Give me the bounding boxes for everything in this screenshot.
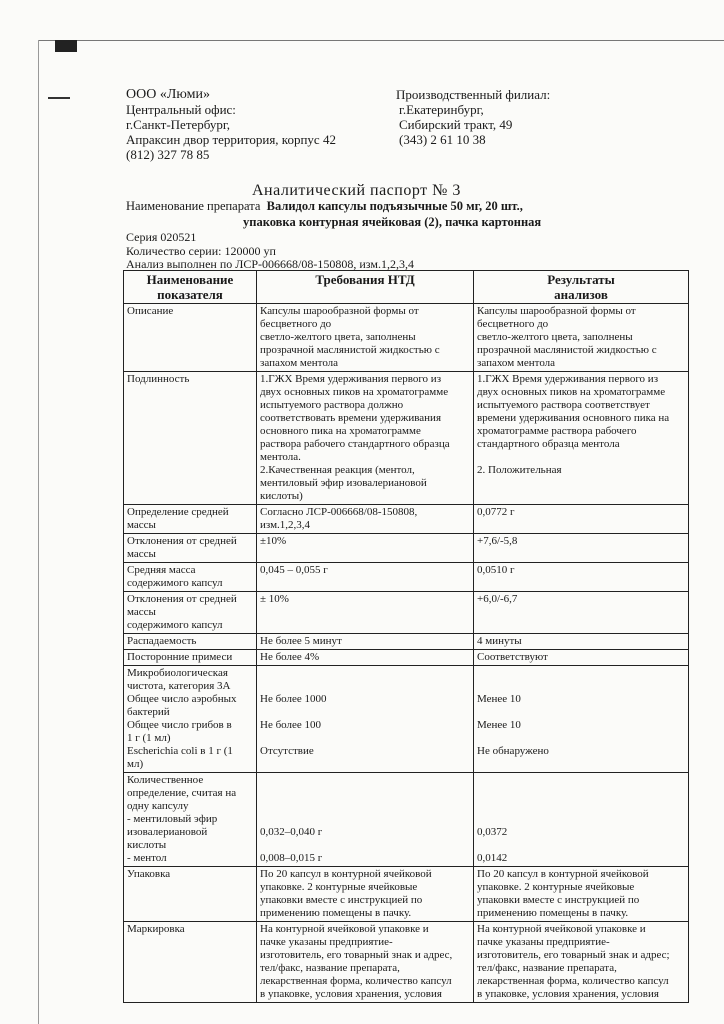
office-label: Центральный офис: (126, 102, 236, 117)
assay-requirements (257, 773, 474, 867)
table-row (124, 372, 689, 505)
company-header (126, 87, 336, 162)
table-row (124, 534, 689, 563)
row-result: 0,0772 г (474, 505, 689, 534)
micro-names (124, 666, 257, 773)
row-name: Описание (124, 304, 257, 372)
micro-fungi-name: Общее число грибов в 1 г (1 мл) (127, 719, 232, 744)
assay-ester-req: 0,032–0,040 г (260, 826, 323, 838)
assay-menthol-req: 0,008–0,015 г (260, 852, 323, 864)
row-requirement: Не более 4% (257, 650, 474, 666)
row-name: Распадаемость (124, 634, 257, 650)
row-result: +7,6/-5,8 (474, 534, 689, 563)
row-requirement: 0,045 – 0,055 г (257, 563, 474, 592)
table-row (124, 505, 689, 534)
office-city: г.Санкт-Петербург, (126, 117, 231, 132)
table-header-row (124, 271, 689, 304)
row-result: 4 минуты (474, 634, 689, 650)
row-requirement: 1.ГЖХ Время удерживания первого из двух основных пиков на хроматограмме испытуемого раствора должно соответствовать времени удерживания основного пика на хроматограмме раствора рабочего стандартного образца ментола. 2.Качественная реакция (ментол, ментиловый эфир изовалериановой кислоты) (257, 372, 474, 505)
header-results: Результаты анализов (474, 271, 689, 304)
row-name: Посторонние примеси (124, 650, 257, 666)
micro-heading: Микробиологическая чистота, категория 3А (127, 667, 231, 692)
row-result: Капсулы шарообразной формы от бесцветного до светло-желтого цвета, заполнены прозрачной маслянистой жидкостью с запахом ментола (474, 304, 689, 372)
packaging-row (124, 867, 689, 922)
drug-name: Валидол капсулы подъязычные 50 мг, 20 шт., (266, 199, 523, 213)
micro-requirements (257, 666, 474, 773)
table-row (124, 563, 689, 592)
table-row (124, 592, 689, 634)
header-requirements: Требования НТД (257, 271, 474, 304)
assay-row (124, 773, 689, 867)
office-address: Апраксин двор территория, корпус 42 (126, 132, 336, 147)
company-name: ООО «Люми» (126, 87, 210, 102)
scan-dash (48, 97, 70, 99)
assay-results (474, 773, 689, 867)
packaging-name: Упаковка (124, 867, 257, 922)
row-result: Соответствуют (474, 650, 689, 666)
row-name: Подлинность (124, 372, 257, 505)
batch-quantity: Количество серии: 120000 уп (126, 244, 276, 258)
analysis-table (123, 270, 689, 1003)
row-name: Отклонения от средней массы содержимого капсул (124, 592, 257, 634)
micro-aerobic-name: Общее число аэробных бактерий (127, 693, 237, 718)
document-title: Аналитический паспорт № 3 (252, 182, 461, 199)
office-phone: (812) 327 78 85 (126, 147, 210, 162)
micro-fungi-res: Менее 10 (477, 719, 521, 731)
branch-phone: (343) 2 61 10 38 (399, 132, 486, 147)
table-row (124, 650, 689, 666)
row-result: +6,0/-6,7 (474, 592, 689, 634)
labeling-res: На контурной ячейковой упаковке и пачке указаны предприятие- изготовитель, его товарный знак и адрес; тел/факс, название препарата, лекарственная форма, количество капсул в упаковке, условия хранения, условия (474, 922, 689, 1003)
micro-results (474, 666, 689, 773)
assay-ester-name: - ментиловый эфир изовалериановой кислоты (127, 813, 218, 851)
micro-ecoli-res: Не обнаружено (477, 745, 549, 757)
scan-edge-left (38, 40, 39, 1024)
scan-blot (55, 40, 77, 52)
row-requirement: Не более 5 минут (257, 634, 474, 650)
assay-heading: Количественное определение, считая на одну капсулу (127, 774, 237, 812)
branch-city: г.Екатеринбург, (399, 102, 484, 117)
micro-ecoli-name: Escherichia coli в 1 г (1 мл) (127, 745, 233, 770)
assay-menthol-name: - ментол (127, 852, 167, 864)
micro-aerobic-req: Не более 1000 (260, 693, 327, 705)
micro-fungi-req: Не более 100 (260, 719, 322, 731)
micro-ecoli-req: Отсутствие (260, 745, 314, 757)
labeling-row (124, 922, 689, 1003)
branch-header (396, 87, 550, 147)
scan-edge-top (38, 40, 724, 41)
row-requirement: Согласно ЛСР-006668/08-150808, изм.1,2,3,4 (257, 505, 474, 534)
row-name: Определение средней массы (124, 505, 257, 534)
row-result: 0,0510 г (474, 563, 689, 592)
branch-address: Сибирский тракт, 49 (399, 117, 513, 132)
table-row (124, 304, 689, 372)
packaging-req: По 20 капсул в контурной ячейковой упаковке. 2 контурные ячейковые упаковки вместе с инструкцией по применению помещены в пачку. (257, 867, 474, 922)
row-requirement: ±10% (257, 534, 474, 563)
micro-aerobic-res: Менее 10 (477, 693, 521, 705)
series: Серия 020521 (126, 230, 197, 244)
micro-row (124, 666, 689, 773)
row-name: Средняя масса содержимого капсул (124, 563, 257, 592)
row-result: 1.ГЖХ Время удерживания первого из двух основных пиков на хроматограмме испытуемого раствора соответствует времени удерживания основного пика на хроматограмме раствора рабочего стандартного образца ментола 2. Положительная (474, 372, 689, 505)
drug-name-line (126, 199, 523, 214)
analysis-basis: Анализ выполнен по ЛСР-006668/08-150808, изм.1,2,3,4 (126, 257, 414, 271)
assay-ester-res: 0,0372 (477, 826, 508, 838)
header-parameter: Наименование показателя (124, 271, 257, 304)
branch-label: Производственный филиал: (396, 87, 551, 102)
row-name: Отклонения от средней массы (124, 534, 257, 563)
assay-menthol-res: 0,0142 (477, 852, 508, 864)
row-requirement: Капсулы шарообразной формы от бесцветного до светло-желтого цвета, заполнены прозрачной маслянистой жидкостью с запахом ментола (257, 304, 474, 372)
table-row (124, 634, 689, 650)
assay-names (124, 773, 257, 867)
labeling-name: Маркировка (124, 922, 257, 1003)
labeling-req: На контурной ячейковой упаковке и пачке указаны предприятие- изготовитель, его товарный знак и адрес, тел/факс, название препарата, лекарственная форма, количество капсул в упаковке, условия хранения, условия (257, 922, 474, 1003)
row-requirement: ± 10% (257, 592, 474, 634)
drug-label: Наименование препарата (126, 199, 261, 213)
packaging-res: По 20 капсул в контурной ячейковой упаковке. 2 контурные ячейковые упаковки вместе с инструкцией по применению помещены в пачку. (474, 867, 689, 922)
drug-name-line2: упаковка контурная ячейковая (2), пачка картонная (243, 215, 542, 229)
